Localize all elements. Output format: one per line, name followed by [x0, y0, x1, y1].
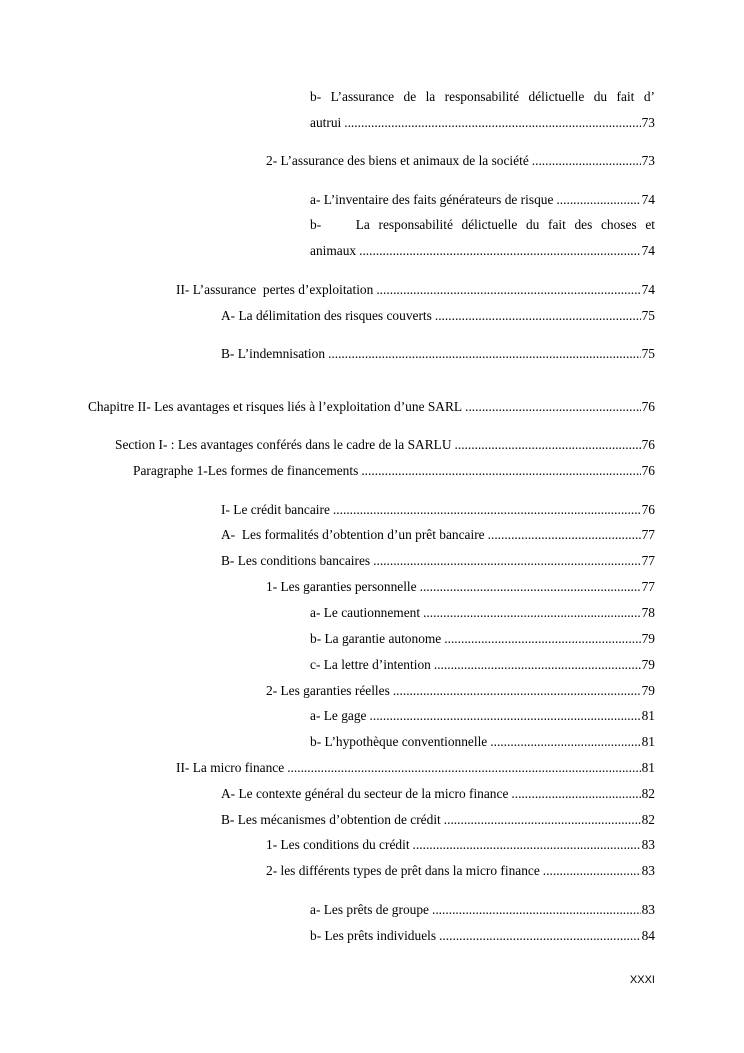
toc-entry-label: 1- Les garanties personnelle	[266, 579, 417, 594]
toc-entry-page: 83	[641, 902, 655, 917]
toc-entry-page: 83	[641, 837, 655, 852]
toc-entry-label: B- L’indemnisation	[221, 346, 326, 361]
toc-entry	[310, 241, 655, 261]
toc-entry	[310, 900, 655, 920]
toc-entry-page: 76	[641, 502, 655, 517]
toc-entry-page: 83	[641, 863, 655, 878]
toc-entry-label: 2- les différents types de prêt dans la micro finance	[266, 863, 540, 878]
toc-entry	[310, 190, 655, 210]
toc-entry-page: 81	[641, 734, 655, 749]
toc-section	[115, 435, 655, 455]
toc-entry-label: c- La lettre d’intention	[310, 657, 431, 672]
toc-entry-label: Chapitre II- Les avantages et risques liés à l’exploitation d’une SARL	[88, 399, 463, 414]
toc-entry-label: 2- Les garanties réelles	[266, 683, 390, 698]
toc-entry-page: 76	[641, 437, 655, 452]
toc-entry-label: A- Les formalités d’obtention d’un prêt bancaire	[221, 527, 485, 542]
toc-entry-page: 73	[641, 153, 655, 168]
toc-entry-label: a- L’inventaire des faits générateurs de risque	[310, 192, 554, 207]
toc-entry	[176, 758, 655, 778]
toc-entry	[266, 681, 655, 701]
toc-entry-label: b- L’assurance de la responsabilité délictuelle du fait d’	[310, 89, 655, 104]
toc-entry	[310, 926, 655, 946]
toc-entry	[221, 344, 655, 364]
toc-entry-label: Section I- : Les avantages conférés dans le cadre de la SARLU	[115, 437, 452, 452]
toc-entry-page: 73	[641, 115, 655, 130]
toc-entry-page: 77	[641, 527, 655, 542]
toc-entry-label: B- Les conditions bancaires	[221, 553, 371, 568]
toc-entry-page: 79	[641, 631, 655, 646]
toc-entry-label: 1- Les conditions du crédit	[266, 837, 410, 852]
toc-entry-label: Paragraphe 1-Les formes de financements	[133, 463, 359, 478]
toc-entry-label: 2- L’assurance des biens et animaux de la société	[266, 153, 529, 168]
toc-entry-page: 81	[641, 760, 655, 775]
toc-entry-label: b- L’hypothèque conventionnelle	[310, 734, 488, 749]
toc-entry	[266, 151, 655, 171]
toc-entry	[310, 603, 655, 623]
toc-entry-label: b- La garantie autonome	[310, 631, 442, 646]
toc-entry	[266, 835, 655, 855]
toc-entry-page: 75	[641, 308, 655, 323]
toc-entry-label: A- La délimitation des risques couverts	[221, 308, 432, 323]
toc-entry-label: a- Le cautionnement	[310, 605, 421, 620]
toc-entry-label: animaux	[310, 243, 357, 258]
toc-entry	[310, 113, 655, 133]
toc-entry	[310, 655, 655, 675]
toc-entry-label: A- Le contexte général du secteur de la micro finance	[221, 786, 509, 801]
toc-entry-page: 74	[641, 192, 655, 207]
toc-entry	[221, 306, 655, 326]
toc-chapter	[88, 397, 655, 417]
toc-entry-page: 77	[641, 553, 655, 568]
toc-entry-page: 74	[641, 282, 655, 297]
toc-entry-label: a- Le gage	[310, 708, 367, 723]
toc-entry-page: 78	[641, 605, 655, 620]
toc-paragraph	[133, 461, 655, 481]
toc-entry-label: b- La responsabilité délictuelle du fait des choses et	[310, 217, 655, 232]
toc-entry-page: 79	[641, 657, 655, 672]
toc-entry-page: 82	[641, 812, 655, 827]
toc-entry	[310, 215, 655, 235]
toc-entry	[310, 706, 655, 726]
toc-entry-page: 76	[641, 463, 655, 478]
toc-entry-label: I- Le crédit bancaire	[221, 502, 330, 517]
toc-entry-page: 77	[641, 579, 655, 594]
toc-entry-page: 82	[641, 786, 655, 801]
toc-entry-label: b- Les prêts individuels	[310, 928, 437, 943]
page-number: XXXI	[629, 974, 655, 986]
toc-entry	[221, 551, 655, 571]
toc-entry	[221, 810, 655, 830]
toc-entry	[221, 525, 655, 545]
toc-entry-label: autrui	[310, 115, 342, 130]
toc-entry-page: 75	[641, 346, 655, 361]
toc-entry-label: II- La micro finance	[176, 760, 285, 775]
toc-entry	[221, 500, 655, 520]
toc-entry-page: 79	[641, 683, 655, 698]
toc-entry	[176, 280, 655, 300]
toc-entry-page: 76	[641, 399, 655, 414]
toc-entry	[310, 629, 655, 649]
toc-entry-page: 81	[641, 708, 655, 723]
toc-entry	[310, 87, 655, 107]
toc-entry	[266, 577, 655, 597]
toc-entry	[310, 732, 655, 752]
toc-entry-label: B- Les mécanismes d’obtention de crédit	[221, 812, 441, 827]
toc-entry-page: 84	[641, 928, 655, 943]
toc-entry	[266, 861, 655, 881]
toc-entry-page: 74	[641, 243, 655, 258]
toc-entry-label: a- Les prêts de groupe	[310, 902, 429, 917]
toc-entry	[221, 784, 655, 804]
toc-entry-label: II- L’assurance pertes d’exploitation	[176, 282, 374, 297]
